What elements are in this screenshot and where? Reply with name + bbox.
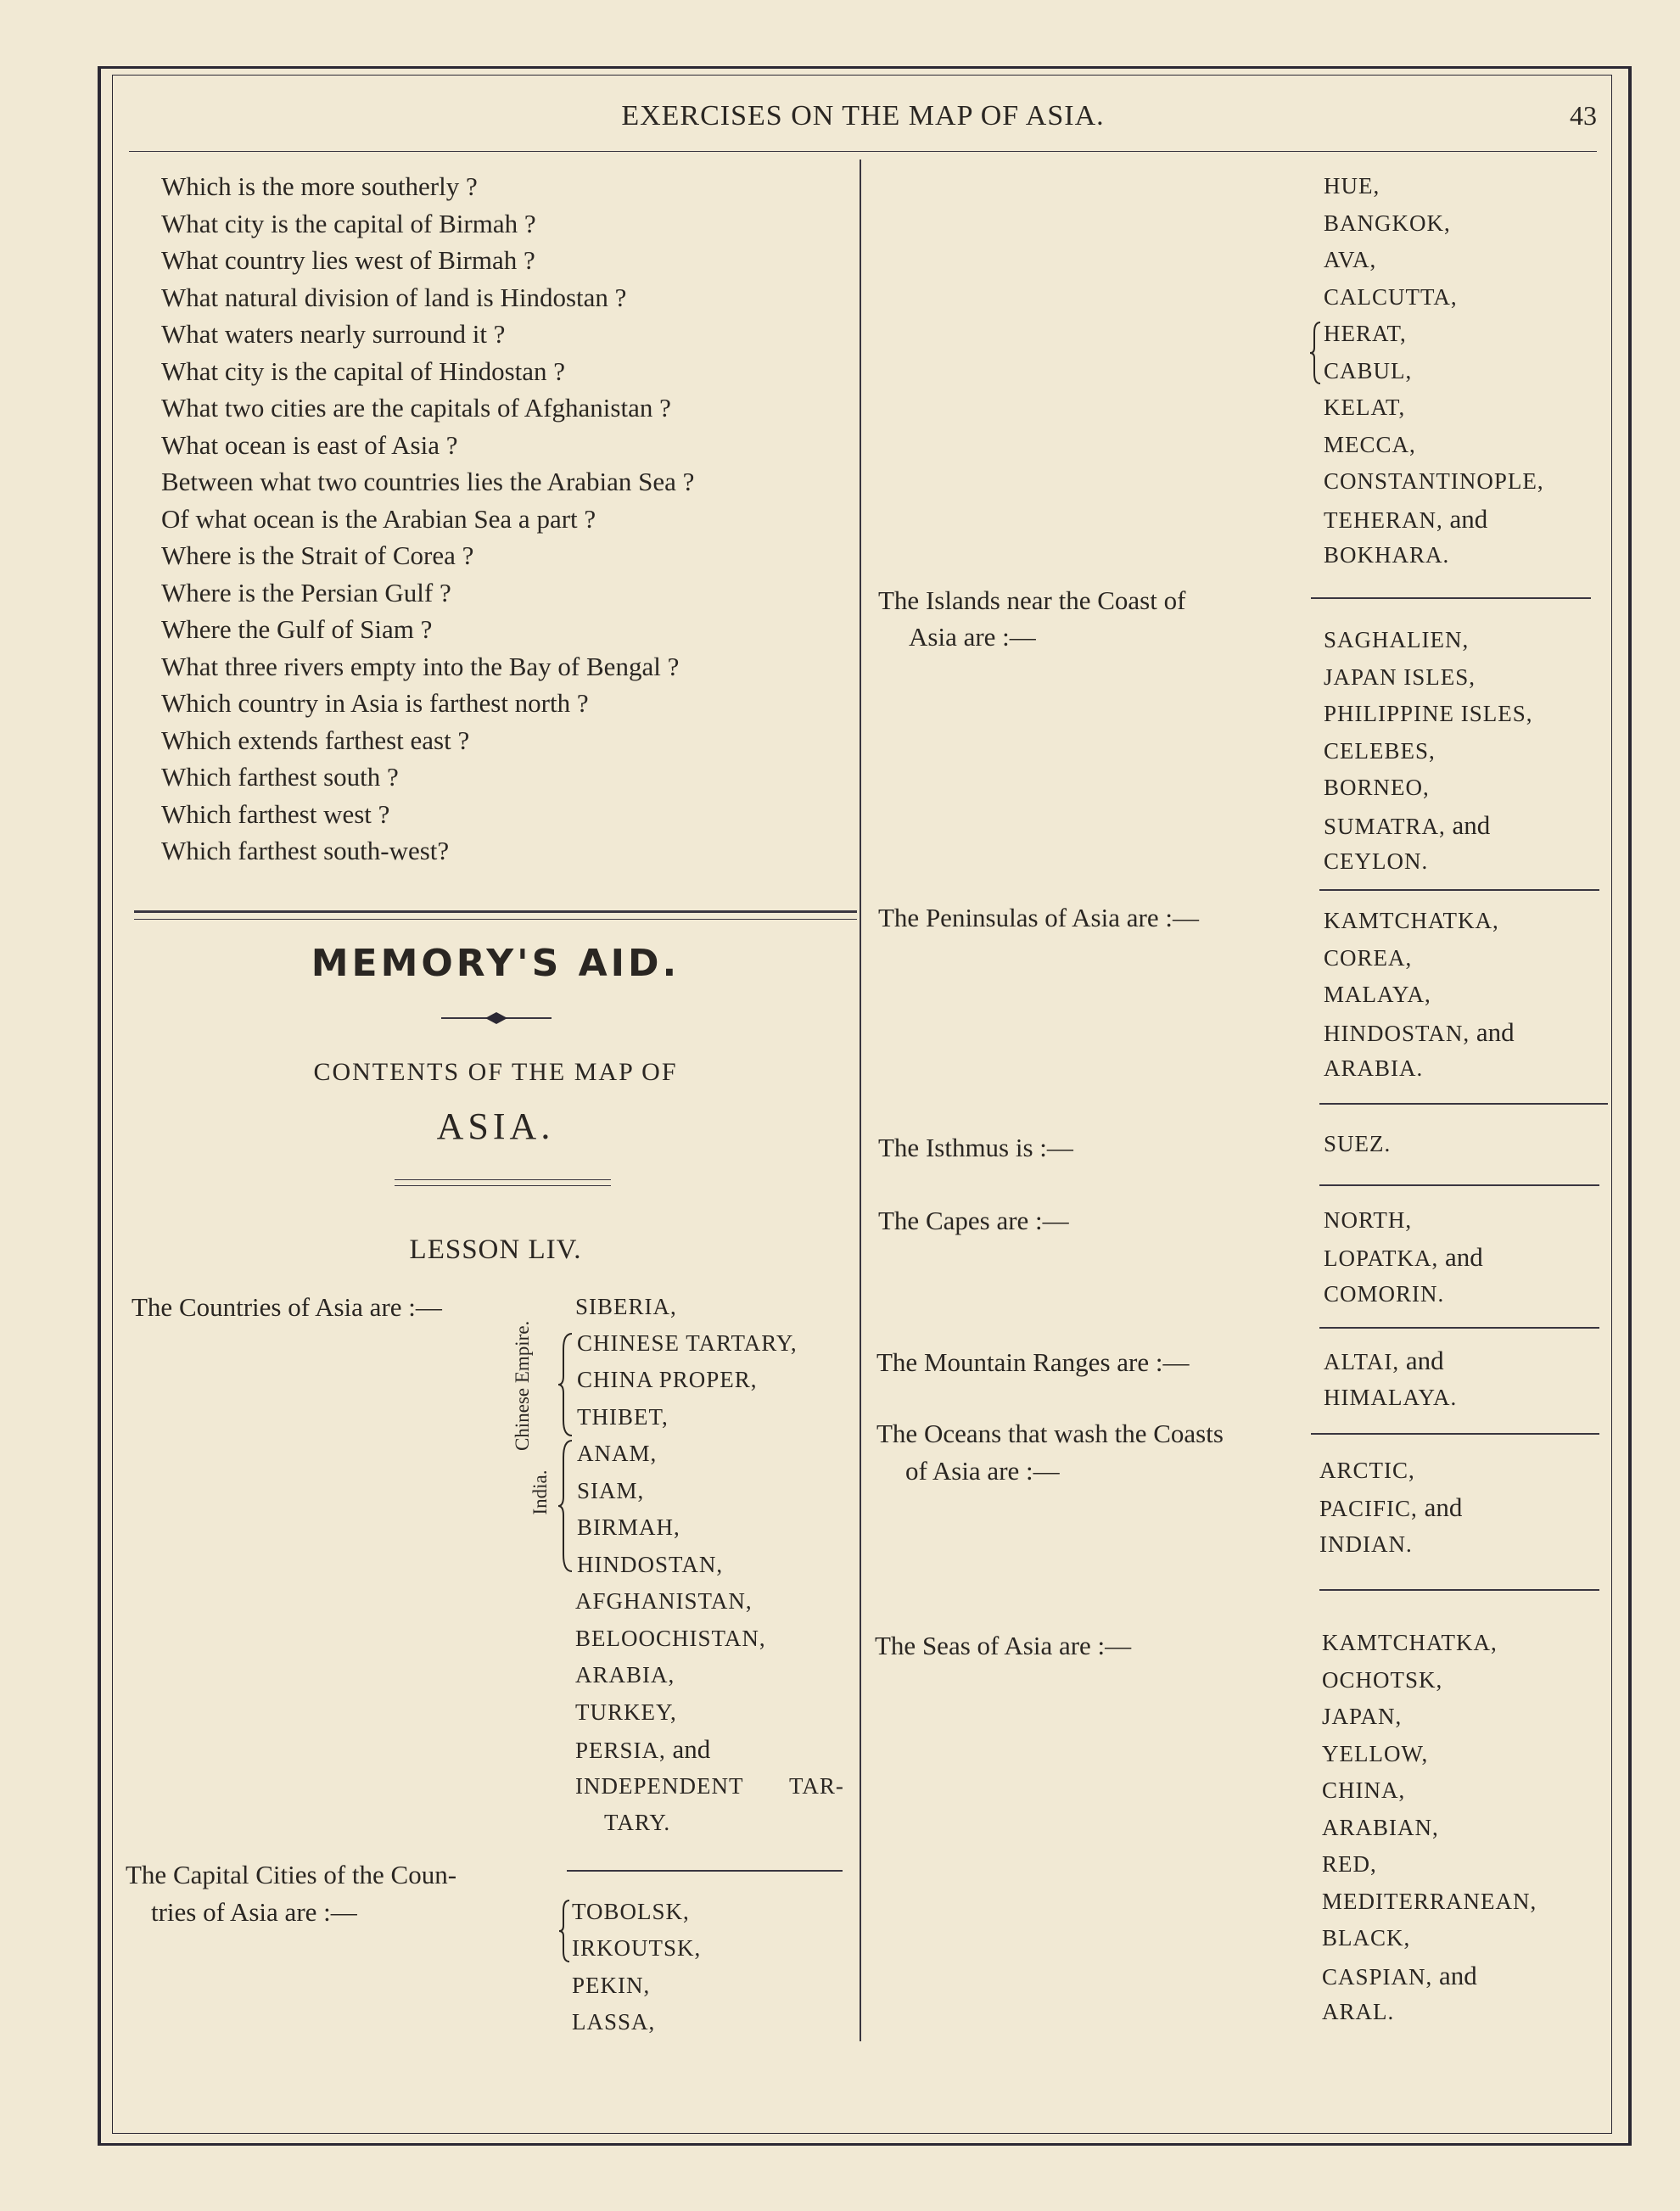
brace-capitals-siberia (557, 1899, 571, 1963)
ocean-item: PACIFIC, and (1319, 1492, 1463, 1522)
peninsulas-label: The Peninsulas of Asia are :— (878, 903, 1199, 932)
capitals-label: The Capital Cities of the Coun- (126, 1860, 457, 1889)
memory-aid-title: MEMORY'S AID. (311, 942, 680, 985)
country-item: CHINA PROPER, (577, 1367, 758, 1392)
country-item: CHINESE TARTARY, (577, 1330, 798, 1356)
question: Which farthest west ? (161, 798, 390, 829)
sea-item: YELLOW, (1322, 1741, 1429, 1766)
capital-item: LASSA, (572, 2009, 656, 2035)
section-double-rule (134, 910, 857, 920)
page-number: 43 (1570, 100, 1597, 131)
ocean-item: INDIAN. (1319, 1531, 1413, 1557)
sea-item: ARABIAN, (1322, 1815, 1439, 1840)
running-title: EXERCISES ON THE MAP OF ASIA. (621, 100, 1105, 132)
question: What two cities are the capitals of Afghanistan ? (161, 393, 671, 423)
rule (1319, 889, 1599, 891)
question: What city is the capital of Birmah ? (161, 208, 536, 238)
question: What natural division of land is Hindostan ? (161, 282, 627, 312)
country-item: THIBET, (577, 1404, 669, 1430)
oceans-label: The Oceans that wash the Coasts (876, 1419, 1224, 1448)
question: Which farthest south ? (161, 762, 399, 792)
question: What waters nearly surround it ? (161, 319, 506, 349)
peninsula-item: HINDOSTAN, and (1324, 1017, 1515, 1047)
mountain-item: HIMALAYA. (1324, 1385, 1458, 1410)
group-label-india: India. (529, 1469, 551, 1515)
sea-item: CHINA, (1322, 1777, 1406, 1803)
country-item: TARY. (604, 1810, 671, 1835)
question: Which is the more southerly ? (161, 171, 478, 201)
running-head (129, 100, 1597, 152)
rule (1311, 1433, 1599, 1435)
country-item: TAR- (789, 1773, 844, 1799)
rule (1319, 1184, 1599, 1186)
ocean-item: ARCTIC, (1319, 1458, 1415, 1483)
island-item: PHILIPPINE ISLES, (1324, 701, 1533, 726)
question: Where is the Persian Gulf ? (161, 577, 451, 607)
question: What city is the capital of Hindostan ? (161, 355, 566, 386)
question: Which farthest south-west? (161, 836, 450, 865)
capital-item: AVA, (1324, 247, 1377, 272)
capital-item: IRKOUTSK, (572, 1935, 702, 1961)
country-item: BELOOCHISTAN, (575, 1626, 766, 1651)
country-item: PERSIA, and (575, 1734, 711, 1764)
sea-item: ARAL. (1322, 1999, 1395, 2024)
capital-item: KELAT, (1324, 395, 1406, 420)
mountain-item: ALTAI, and (1324, 1346, 1444, 1375)
peninsula-item: COREA, (1324, 945, 1413, 971)
mountains-label: The Mountain Ranges are :— (876, 1347, 1190, 1377)
question: Which country in Asia is farthest north ? (161, 688, 589, 718)
island-item: SAGHALIEN, (1324, 627, 1470, 652)
brace-chinese-empire (557, 1332, 575, 1437)
capital-item: TEHERAN, and (1324, 504, 1488, 534)
sea-item: MEDITERRANEAN, (1322, 1889, 1537, 1914)
islands-label: The Islands near the Coast of (878, 585, 1186, 615)
capitals-label: tries of Asia are :— (151, 1897, 357, 1927)
group-label-chinese-empire: Chinese Empire. (512, 1320, 533, 1451)
rule (1311, 597, 1591, 599)
question: What three rivers empty into the Bay of Bengal ? (161, 651, 680, 681)
oceans-label: of Asia are :— (905, 1456, 1060, 1486)
capital-item: TOBOLSK, (572, 1899, 690, 1924)
question: Where the Gulf of Siam ? (161, 614, 433, 644)
seas-label: The Seas of Asia are :— (875, 1631, 1132, 1660)
island-item: CEYLON. (1324, 848, 1429, 874)
country-item: ANAM, (577, 1441, 658, 1466)
question: Between what two countries lies the Arabian Sea ? (161, 467, 695, 496)
question: Where is the Strait of Corea ? (161, 540, 474, 570)
capital-item: HUE, (1324, 173, 1380, 199)
ornament-divider (441, 1008, 552, 1028)
countries-label: The Countries of Asia are :— (132, 1292, 442, 1322)
country-item: SIBERIA, (575, 1294, 677, 1319)
isthmus-item: SUEZ. (1324, 1131, 1392, 1156)
island-item: SUMATRA, and (1324, 810, 1491, 840)
capital-item: PEKIN, (572, 1973, 651, 1998)
lesson-heading: LESSON LIV. (409, 1234, 582, 1265)
capital-item: HERAT, (1324, 321, 1407, 346)
brace-india (557, 1439, 575, 1573)
sea-item: CASPIAN, and (1322, 1961, 1477, 1990)
sea-item: OCHOTSK, (1322, 1667, 1443, 1693)
capital-item: BOKHARA. (1324, 542, 1450, 568)
peninsula-item: KAMTCHATKA, (1324, 908, 1499, 933)
brace-capitals-afghanistan (1308, 321, 1322, 385)
country-item: ARABIA, (575, 1662, 675, 1688)
island-item: JAPAN ISLES, (1324, 664, 1476, 690)
peninsula-item: ARABIA. (1324, 1055, 1424, 1081)
memory-aid-subject: ASIA. (436, 1106, 555, 1147)
capital-item: MECCA, (1324, 432, 1416, 457)
isthmus-label: The Isthmus is :— (878, 1133, 1073, 1162)
country-item: BIRMAH, (577, 1514, 680, 1540)
cape-item: NORTH, (1324, 1207, 1413, 1233)
capital-item: CALCUTTA, (1324, 284, 1458, 310)
question: What country lies west of Birmah ? (161, 245, 535, 275)
memory-aid-subtitle: CONTENTS OF THE MAP OF (313, 1058, 678, 1086)
capital-item: CONSTANTINOPLE, (1324, 468, 1544, 494)
sea-item: KAMTCHATKA, (1322, 1630, 1498, 1655)
sea-item: RED, (1322, 1851, 1377, 1877)
sea-item: JAPAN, (1322, 1704, 1403, 1729)
island-item: BORNEO, (1324, 775, 1430, 800)
rule (1319, 1589, 1599, 1591)
rule (1319, 1327, 1599, 1329)
column-divider (860, 160, 861, 2041)
capital-item: BANGKOK, (1324, 210, 1451, 236)
question: What ocean is east of Asia ? (161, 429, 458, 460)
question: Which extends farthest east ? (161, 725, 470, 755)
country-item: HINDOSTAN, (577, 1552, 724, 1577)
rule (1319, 1103, 1608, 1105)
country-item: INDEPENDENT (575, 1773, 744, 1799)
island-item: CELEBES, (1324, 738, 1436, 764)
peninsula-item: MALAYA, (1324, 982, 1431, 1007)
islands-label: Asia are :— (909, 622, 1036, 652)
country-item: TURKEY, (575, 1699, 677, 1725)
capital-item: CABUL, (1324, 358, 1413, 383)
country-item: AFGHANISTAN, (575, 1588, 753, 1614)
short-double-rule (395, 1179, 611, 1186)
capes-label: The Capes are :— (878, 1206, 1069, 1235)
sea-item: BLACK, (1322, 1925, 1411, 1951)
question: Of what ocean is the Arabian Sea a part ? (161, 503, 596, 534)
rule (567, 1870, 843, 1872)
question-list (161, 168, 857, 870)
cape-item: LOPATKA, and (1324, 1242, 1483, 1272)
cape-item: COMORIN. (1324, 1281, 1445, 1307)
country-item: SIAM, (577, 1478, 645, 1503)
